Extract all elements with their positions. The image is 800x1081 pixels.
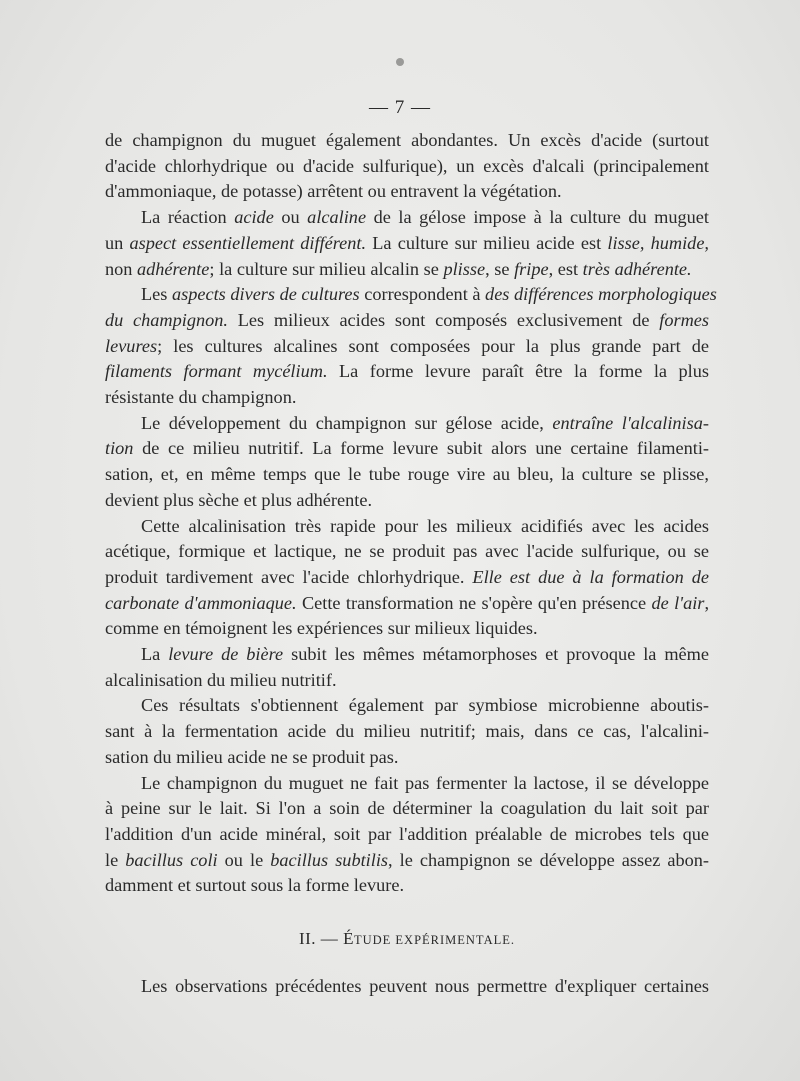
- text-line: Le développement du champignon sur gélose acide, entraîne l'alcalinisa-: [141, 412, 709, 433]
- italic-text: formes: [659, 309, 710, 330]
- text-line: comme en témoignent les expériences sur milieux liquides.: [105, 618, 538, 639]
- body-text: [105, 128, 717, 1000]
- ink-spot: [396, 58, 404, 66]
- text-line: levures; les cultures alcalines sont composées pour la plus grande part de: [105, 335, 709, 356]
- italic-text: aspects divers de cultures: [171, 284, 360, 305]
- text-line: sation, et, en même temps que le tube rouge vire au bleu, la culture se plisse,: [105, 464, 709, 485]
- italic-text: aspect essentiellement différent.: [129, 232, 367, 253]
- paragraph: [105, 205, 709, 282]
- paragraph: [105, 282, 717, 411]
- italic-text: tion: [105, 438, 134, 459]
- italic-text: plisse: [443, 258, 486, 279]
- italic-text: Elle est due à la formation de: [472, 566, 710, 587]
- text-line: Ces résultats s'obtiennent également par symbiose microbienne aboutis-: [141, 695, 709, 716]
- text-line: le bacillus coli ou le bacillus subtilis, le champignon se développe assez abon-: [105, 849, 710, 870]
- text-line: Les aspects divers de cultures correspondent à des différences morphologiques: [141, 284, 717, 305]
- text-line: La réaction acide ou alcaline de la gélose impose à la culture du muguet: [141, 207, 709, 228]
- paragraph: [105, 411, 709, 514]
- final-line: Les observations précédentes peuvent nous permettre d'expliquer certaines: [141, 975, 709, 996]
- italic-text: levures: [105, 335, 158, 356]
- italic-text: filaments formant mycélium.: [105, 361, 328, 382]
- text-line: acétique, formique et lactique, ne se produit pas avec l'acide sulfurique, ou se: [105, 541, 709, 562]
- italic-text: du champignon.: [105, 309, 228, 330]
- italic-text: carbonate d'ammoniaque.: [105, 592, 297, 613]
- text-line: à peine sur le lait. Si l'on a soin de déterminer la coagulation du lait soit par: [105, 798, 709, 819]
- text-line: alcalinisation du milieu nutritif.: [105, 669, 337, 690]
- text-line: de champignon du muguet également abondantes. Un excès d'acide (surtout: [105, 130, 709, 150]
- paragraph-group: [105, 128, 717, 899]
- italic-text: des différences morphologiques: [485, 284, 717, 305]
- paragraph: [105, 693, 709, 770]
- text-line: produit tardivement avec l'acide chlorhydrique. Elle est due à la formation de: [105, 566, 710, 587]
- italic-text: très adhérente.: [582, 258, 692, 279]
- text-line: sation du milieu acide ne se produit pas.: [105, 746, 399, 767]
- text-line: du champignon. Les milieux acides sont composés exclusivement de formes: [105, 309, 710, 330]
- italic-text: bacillus subtilis: [270, 849, 389, 870]
- section-heading: [105, 926, 709, 954]
- section-title: TUDE EXPÉRIMENTALE.: [353, 933, 515, 948]
- text-line: Cette alcalinisation très rapide pour les milieux acidifiés avec les acides: [141, 515, 709, 536]
- text-line: l'addition d'un acide minéral, soit par l'addition préalable de microbes tels que: [105, 823, 709, 844]
- text-line: tion de ce milieu nutritif. La forme levure subit alors une certaine filamenti-: [105, 438, 709, 459]
- italic-text: acide: [234, 207, 274, 228]
- italic-text: lisse, humide,: [607, 232, 710, 253]
- italic-text: levure de bière: [168, 644, 284, 665]
- text-line: filaments formant mycélium. La forme levure paraît être la forme la plus: [105, 361, 709, 382]
- text-line: La levure de bière subit les mêmes métamorphoses et provoque la même: [141, 644, 710, 665]
- text-line: devient plus sèche et plus adhérente.: [105, 489, 373, 510]
- italic-text: entraîne l'alcalinisa-: [552, 412, 709, 433]
- italic-text: de l'air: [651, 592, 705, 613]
- text-line: d'acide chlorhydrique ou d'acide sulfurique), un excès d'alcali (principalement: [105, 155, 709, 176]
- italic-text: adhérente: [137, 258, 210, 279]
- text-line: non adhérente; la culture sur milieu alcalin se plisse, se fripe, est très adhérente.: [105, 258, 692, 279]
- section-number: II. —: [298, 929, 344, 949]
- paragraph: [105, 642, 709, 693]
- italic-text: fripe: [514, 258, 549, 279]
- section-first-letter: É: [343, 929, 354, 949]
- italic-text: bacillus coli: [125, 849, 218, 870]
- text-line: damment et surtout sous la forme levure.: [105, 875, 405, 896]
- paragraph: [105, 514, 709, 643]
- italic-text: alcaline: [307, 207, 367, 228]
- text-line: Le champignon du muguet ne fait pas fermenter la lactose, il se développe: [141, 772, 709, 793]
- text-line: sant à la fermentation acide du milieu nutritif; mais, dans ce cas, l'alcalini-: [105, 721, 709, 742]
- text-line: un aspect essentiellement différent. La culture sur milieu acide est lisse, humide,: [105, 232, 710, 253]
- paragraph: [105, 771, 709, 900]
- page-number: — 7 —: [369, 97, 431, 118]
- text-line: d'ammoniaque, de potasse) arrêtent ou entravent la végétation.: [105, 181, 562, 202]
- text-line: carbonate d'ammoniaque. Cette transformation ne s'opère qu'en présence de l'air,: [105, 592, 710, 613]
- paragraph: [105, 128, 709, 205]
- text-line: résistante du champignon.: [105, 387, 297, 408]
